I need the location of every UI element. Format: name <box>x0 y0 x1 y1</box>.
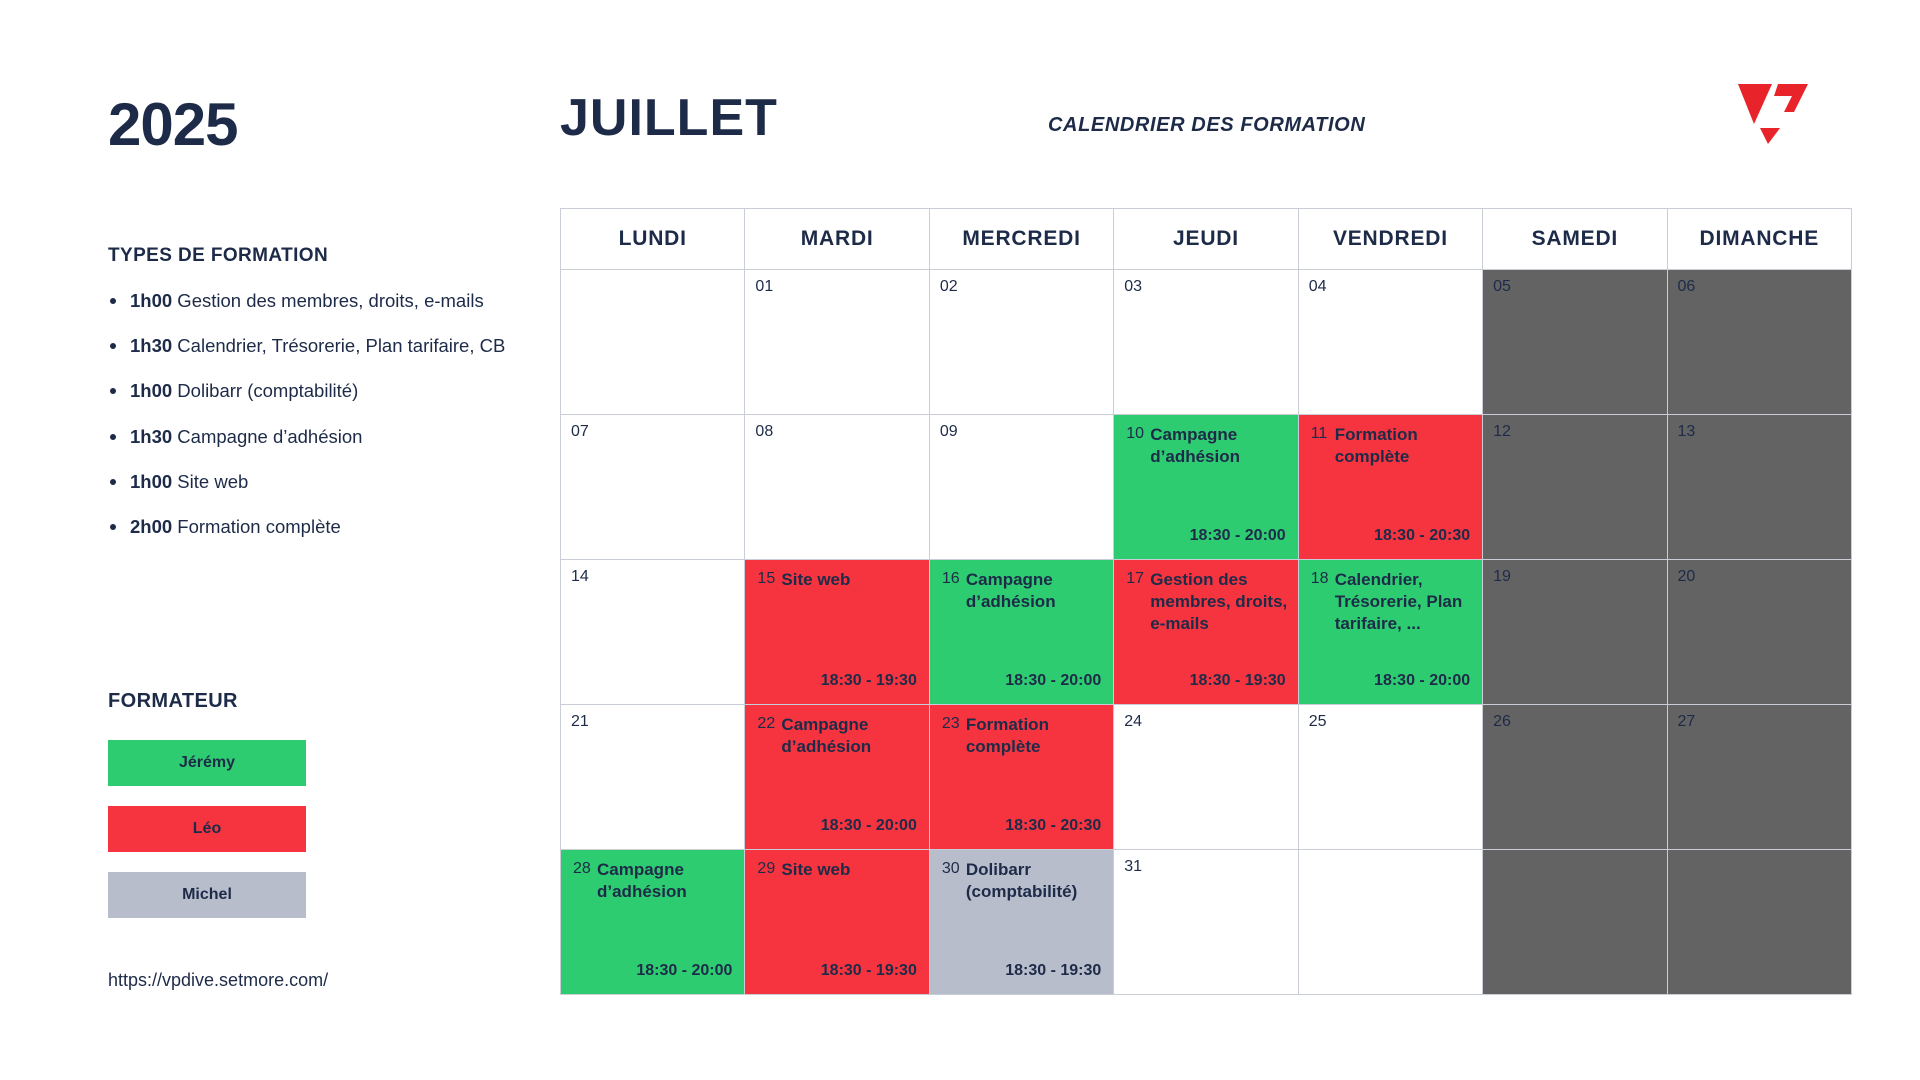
calendar-day-cell[interactable] <box>745 560 929 705</box>
day-cell-content <box>1668 560 1851 704</box>
event-title: Site web <box>781 570 851 589</box>
day-number: 19 <box>1493 568 1511 585</box>
day-cell-content <box>745 850 928 994</box>
day-cell-content <box>1299 415 1482 559</box>
day-number: 30 <box>941 860 960 877</box>
event-title: Formation complète <box>965 715 1049 756</box>
training-type-item <box>108 471 568 493</box>
event-title: Campagne d’adhésion <box>965 570 1056 611</box>
calendar-day-cell[interactable] <box>745 270 929 415</box>
calendar-day-cell[interactable] <box>1483 270 1667 415</box>
day-number: 23 <box>941 715 960 732</box>
month-title: JUILLET <box>560 89 778 147</box>
day-number: 12 <box>1493 423 1511 440</box>
training-label: Dolibarr (comptabilité) <box>172 380 359 402</box>
day-number: 01 <box>755 278 774 295</box>
day-cell-content <box>1483 560 1666 704</box>
calendar-day-cell[interactable] <box>1114 705 1298 850</box>
trainer-section-title: FORMATEUR <box>108 690 238 712</box>
day-number: 04 <box>1308 278 1327 295</box>
day-cell-content <box>1483 850 1666 994</box>
day-cell-content <box>561 705 744 849</box>
calendar-day-cell[interactable] <box>1114 560 1298 705</box>
calendar-day-cell[interactable] <box>1667 705 1851 850</box>
event-title: Formation complète <box>1334 425 1418 466</box>
booking-url[interactable]: https://vpdive.setmore.com/ <box>108 970 329 990</box>
event-time: 18:30 - 19:30 <box>1189 672 1286 689</box>
calendar-day-cell[interactable] <box>929 415 1113 560</box>
calendar-day-cell[interactable] <box>1667 560 1851 705</box>
year-title: 2025 <box>108 91 238 158</box>
training-label: Campagne d’adhésion <box>172 425 363 447</box>
day-number: 20 <box>1677 568 1696 585</box>
event-time: 18:30 - 20:00 <box>820 817 917 834</box>
training-duration: 1h30 <box>130 335 173 357</box>
day-number: 02 <box>939 278 958 295</box>
calendar-day-cell[interactable] <box>1483 415 1667 560</box>
training-types-list <box>108 290 568 561</box>
calendar-day-cell[interactable] <box>929 560 1113 705</box>
training-type-item <box>108 335 568 357</box>
calendar-day-cell[interactable] <box>1114 270 1298 415</box>
calendar-day-cell[interactable] <box>745 415 929 560</box>
weekday-header: SAMEDI <box>1483 209 1667 270</box>
calendar-day-cell[interactable] <box>561 850 745 995</box>
training-duration: 1h30 <box>130 425 173 447</box>
calendar-header-row <box>561 209 1852 270</box>
event-title: Campagne d’adhésion <box>597 860 687 901</box>
training-type-item <box>108 426 568 448</box>
weekday-header: MARDI <box>745 209 929 270</box>
page-subtitle: CALENDRIER DES FORMATION <box>1048 114 1366 136</box>
event-title: Campagne d’adhésion <box>781 715 872 756</box>
day-cell-content <box>930 415 1113 559</box>
day-cell-content <box>930 850 1113 994</box>
sidebar <box>0 0 560 1080</box>
day-cell-content <box>1668 705 1851 849</box>
day-cell-content <box>930 270 1113 414</box>
day-cell-content <box>561 270 744 414</box>
day-number: 27 <box>1677 713 1696 730</box>
training-type-item <box>108 290 568 312</box>
day-number: 18 <box>1310 570 1329 587</box>
day-cell-content <box>1483 270 1666 414</box>
day-number: 22 <box>757 715 776 732</box>
event-time: 18:30 - 19:30 <box>820 962 917 979</box>
day-number: 14 <box>571 568 589 585</box>
calendar-week-row <box>561 850 1852 995</box>
calendar-day-cell[interactable] <box>561 560 745 705</box>
vp-logo-icon <box>1734 78 1812 148</box>
day-cell-content <box>1114 270 1297 414</box>
trainer-chip: Léo <box>108 806 306 852</box>
event-time: 18:30 - 20:30 <box>1005 817 1102 834</box>
event-title: Site web <box>781 860 851 879</box>
trainer-chip: Michel <box>108 872 306 918</box>
day-number: 09 <box>939 423 958 440</box>
calendar-day-cell[interactable] <box>1114 415 1298 560</box>
day-cell-content <box>1668 270 1851 414</box>
weekday-header: VENDREDI <box>1298 209 1482 270</box>
calendar-day-cell[interactable] <box>745 850 929 995</box>
calendar-day-cell[interactable] <box>1114 850 1298 995</box>
trainer-chip: Jérémy <box>108 740 306 786</box>
day-cell-content <box>1299 560 1482 704</box>
day-cell-content <box>561 850 744 994</box>
event-time: 18:30 - 19:30 <box>1005 962 1102 979</box>
calendar-day-cell[interactable] <box>745 705 929 850</box>
training-type-item <box>108 380 568 402</box>
day-cell-content <box>561 415 744 559</box>
calendar-day-cell[interactable] <box>929 850 1113 995</box>
day-cell-content <box>930 705 1113 849</box>
day-number: 25 <box>1308 713 1327 730</box>
event-title: Campagne d’adhésion <box>1150 425 1240 466</box>
calendar-day-cell[interactable] <box>1298 415 1482 560</box>
day-number: 11 <box>1310 425 1328 442</box>
calendar-day-cell[interactable] <box>1298 560 1482 705</box>
training-type-item <box>108 516 568 538</box>
calendar-week-row <box>561 270 1852 415</box>
calendar-day-cell[interactable] <box>1667 850 1851 995</box>
calendar-day-cell[interactable] <box>1483 705 1667 850</box>
weekday-header: LUNDI <box>561 209 745 270</box>
calendar-day-cell[interactable] <box>929 270 1113 415</box>
day-number: 28 <box>573 860 591 877</box>
calendar-day-cell[interactable] <box>1483 560 1667 705</box>
training-duration: 1h00 <box>130 290 173 311</box>
training-label: Site web <box>172 470 249 492</box>
event-time: 18:30 - 19:30 <box>820 672 917 689</box>
calendar-day-cell[interactable] <box>561 705 745 850</box>
calendar-day-cell[interactable] <box>1483 850 1667 995</box>
event-title: Gestion des membres, droits, e-mails <box>1150 570 1288 633</box>
day-number: 29 <box>757 860 776 877</box>
calendar-day-cell[interactable] <box>929 705 1113 850</box>
day-number: 31 <box>1124 858 1143 875</box>
day-number: 06 <box>1677 278 1696 295</box>
calendar-table <box>560 208 1852 995</box>
event-time: 18:30 - 20:00 <box>1189 527 1286 544</box>
training-label: Formation complète <box>172 515 341 537</box>
day-cell-content <box>1668 415 1851 559</box>
types-section-title: TYPES DE FORMATION <box>108 245 329 266</box>
calendar-day-cell[interactable] <box>1298 270 1482 415</box>
day-number: 10 <box>1126 425 1145 442</box>
calendar-day-cell[interactable] <box>1298 705 1482 850</box>
calendar-day-cell[interactable] <box>561 415 745 560</box>
calendar-body <box>561 270 1852 995</box>
calendar-day-cell[interactable] <box>1298 850 1482 995</box>
day-cell-content <box>745 705 928 849</box>
weekday-header: DIMANCHE <box>1667 209 1851 270</box>
training-duration: 2h00 <box>130 515 173 537</box>
day-cell-content <box>745 415 928 559</box>
event-time: 18:30 - 20:00 <box>1374 672 1471 689</box>
calendar-day-cell[interactable] <box>1667 270 1851 415</box>
weekday-header: MERCREDI <box>929 209 1113 270</box>
calendar-week-row <box>561 415 1852 560</box>
calendar-week-row <box>561 560 1852 705</box>
event-time: 18:30 - 20:00 <box>636 962 733 979</box>
calendar-week-row <box>561 705 1852 850</box>
day-number: 16 <box>941 570 960 587</box>
training-duration: 1h00 <box>130 470 173 492</box>
event-title: Calendrier, Trésorerie, Plan tarifaire, ... <box>1334 570 1463 633</box>
day-cell-content <box>1299 850 1482 994</box>
day-cell-content <box>1483 415 1666 559</box>
day-number: 17 <box>1126 570 1145 587</box>
day-cell-content <box>930 560 1113 704</box>
event-time: 18:30 - 20:00 <box>1005 672 1102 689</box>
day-number: 21 <box>571 713 589 730</box>
day-cell-content <box>1114 705 1297 849</box>
trainer-legend <box>108 740 306 938</box>
calendar-day-cell[interactable] <box>1667 415 1851 560</box>
day-cell-content <box>745 270 928 414</box>
day-number: 15 <box>757 570 776 587</box>
event-title: Dolibarr (comptabilité) <box>965 860 1078 901</box>
day-cell-content <box>1114 560 1297 704</box>
day-cell-content <box>1114 415 1297 559</box>
training-label: Gestion des membres, droits, e-mails <box>172 290 484 311</box>
day-number: 05 <box>1493 278 1511 295</box>
day-cell-content <box>1299 270 1482 414</box>
training-duration: 1h00 <box>130 380 173 402</box>
day-number: 08 <box>755 423 774 440</box>
day-cell-content <box>1668 850 1851 994</box>
day-number: 26 <box>1493 713 1511 730</box>
day-cell-content <box>1483 705 1666 849</box>
day-cell-content <box>1299 705 1482 849</box>
event-time: 18:30 - 20:30 <box>1374 527 1471 544</box>
day-number: 03 <box>1124 278 1143 295</box>
day-number: 07 <box>571 423 589 440</box>
day-cell-content <box>561 560 744 704</box>
calendar-day-cell[interactable] <box>561 270 745 415</box>
training-label: Calendrier, Trésorerie, Plan tarifaire, CB <box>172 335 506 357</box>
day-cell-content <box>745 560 928 704</box>
weekday-header: JEUDI <box>1114 209 1298 270</box>
day-cell-content <box>1114 850 1297 994</box>
day-number: 13 <box>1677 423 1696 440</box>
day-number: 24 <box>1124 713 1143 730</box>
